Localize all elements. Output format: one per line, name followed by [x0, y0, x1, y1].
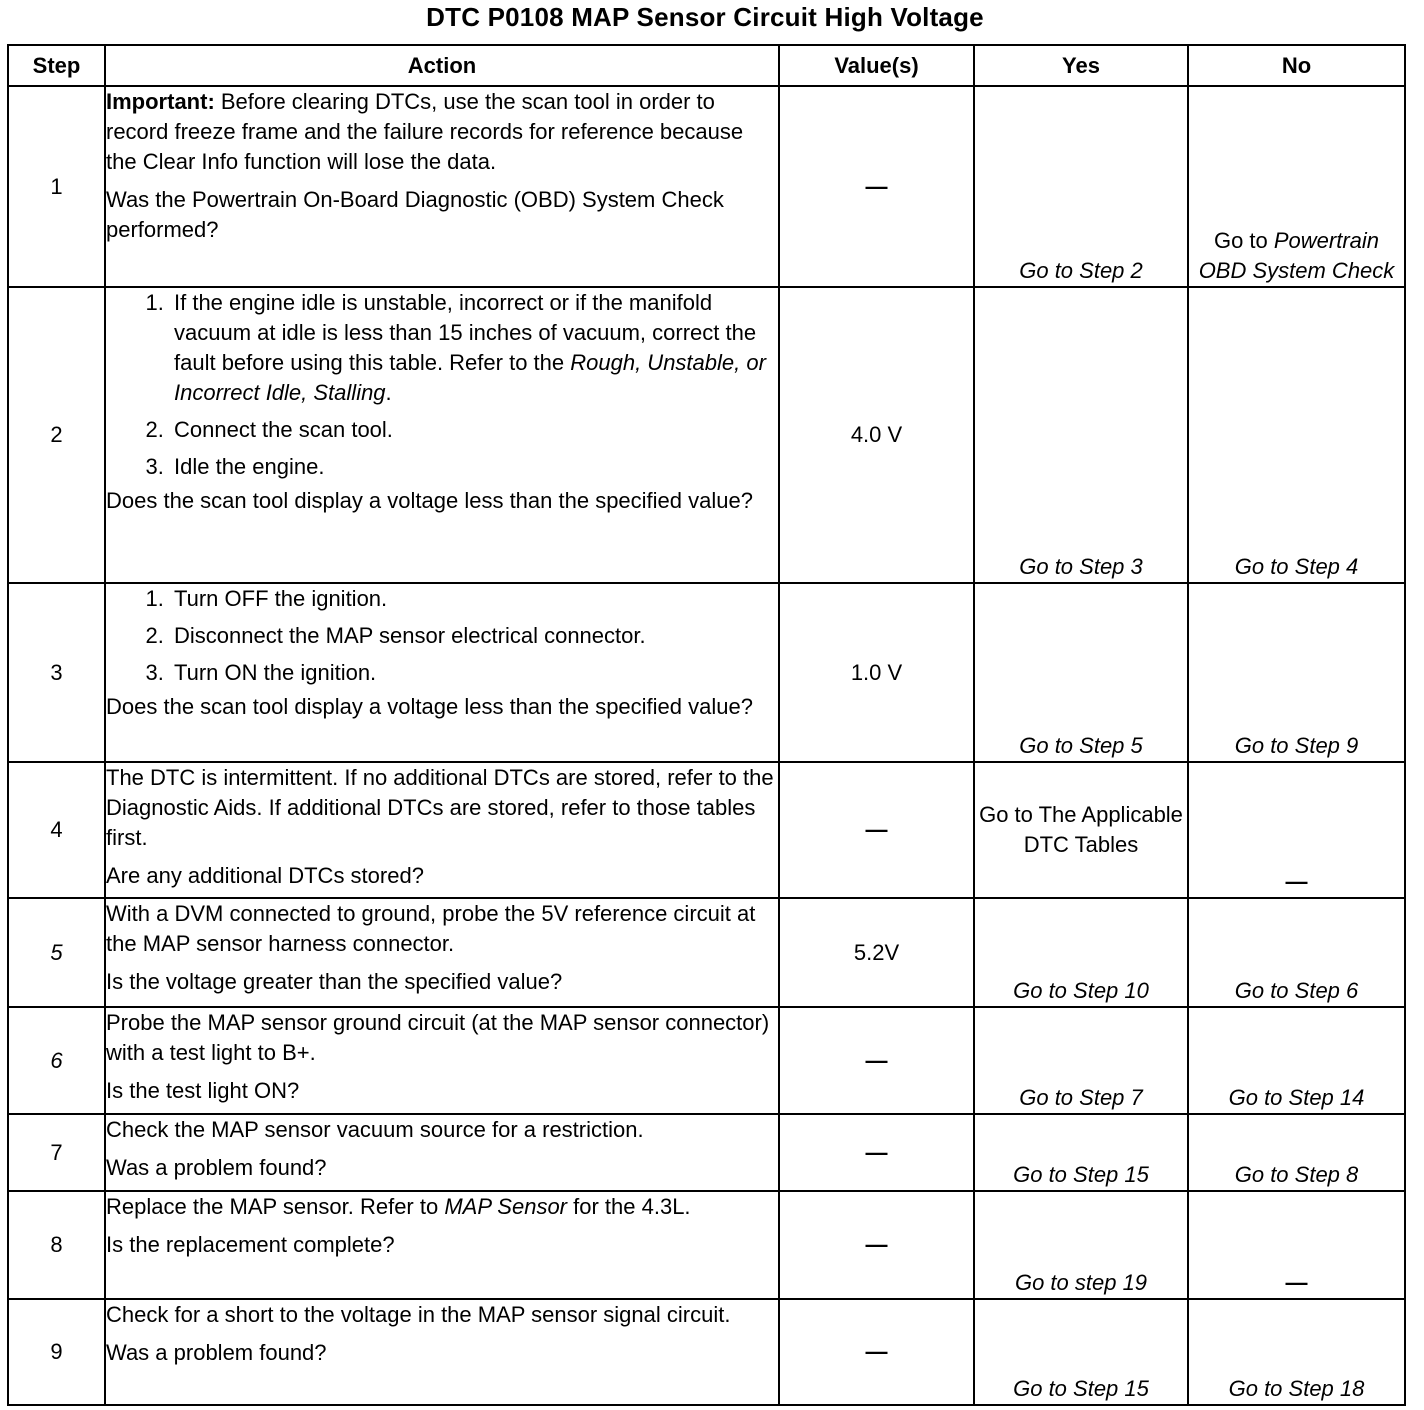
no-cell	[1188, 762, 1405, 898]
no-cell	[1188, 1191, 1405, 1299]
yes-goto-link[interactable]: Go to Step 15	[1013, 1376, 1149, 1401]
table-row	[8, 1299, 1405, 1405]
value-cell: 4.0 V	[779, 287, 974, 583]
action-question: Is the test light ON?	[106, 1078, 300, 1103]
no-cell	[1188, 287, 1405, 583]
value-dash: —	[865, 1339, 888, 1364]
value-cell	[779, 1191, 974, 1299]
no-cell	[1188, 898, 1405, 1007]
action-cell	[105, 898, 779, 1007]
value-dash: —	[865, 817, 888, 842]
diagnostic-table	[7, 44, 1406, 1406]
no-cell	[1188, 1299, 1405, 1405]
yes-cell	[974, 898, 1188, 1007]
action-question: Does the scan tool display a voltage less than the specified value?	[106, 488, 753, 513]
action-question: Was a problem found?	[106, 1155, 327, 1180]
action-question: Was the Powertrain On-Board Diagnostic (OBD) System Check performed?	[106, 187, 724, 242]
header-values: Value(s)	[779, 45, 974, 86]
no-goto-link[interactable]: Go to Step 6	[1234, 978, 1359, 1003]
important-text: Before clearing DTCs, use the scan tool in order to record freeze frame and the failure records for reference because the Clear Info function will lose the data.	[106, 89, 744, 174]
no-goto-link[interactable]: Go to Step 8	[1234, 1162, 1359, 1187]
action-text: The DTC is intermittent. If no additional DTCs are stored, refer to the Diagnostic Aids. If additional DTCs are stored, refer to those tables first.	[106, 765, 774, 850]
list-item: 2. Disconnect the MAP sensor electrical connector.	[170, 621, 778, 651]
yes-cell	[974, 287, 1188, 583]
no-cell	[1188, 86, 1405, 287]
yes-goto-link[interactable]: Go to step 19	[1014, 1270, 1148, 1295]
value-dash: —	[865, 1232, 888, 1257]
yes-cell	[974, 1007, 1188, 1114]
page-title: DTC P0108 MAP Sensor Circuit High Voltage	[426, 2, 984, 32]
action-cell	[105, 583, 779, 762]
action-question: Are any additional DTCs stored?	[106, 863, 424, 888]
action-cell	[105, 1114, 779, 1191]
value-cell	[779, 762, 974, 898]
action-text-suffix: for the 4.3L.	[567, 1194, 691, 1219]
step-number: 1	[8, 86, 105, 287]
yes-goto-link[interactable]: Go to The Applicable DTC Tables	[979, 802, 1183, 857]
step-number: 2	[8, 287, 105, 583]
no-cell	[1188, 1114, 1405, 1191]
table-row	[8, 762, 1405, 898]
yes-goto-link[interactable]: Go to Step 10	[1013, 978, 1149, 1003]
yes-cell	[974, 1299, 1188, 1405]
no-cell	[1188, 583, 1405, 762]
action-question: Is the replacement complete?	[106, 1232, 395, 1257]
step-number: 4	[8, 762, 105, 898]
no-cell	[1188, 1007, 1405, 1114]
step-number: 9	[8, 1299, 105, 1405]
yes-cell	[974, 86, 1188, 287]
value-dash: —	[865, 173, 888, 199]
action-cell	[105, 86, 779, 287]
action-reference[interactable]: MAP Sensor	[444, 1194, 568, 1219]
value-cell: 5.2V	[779, 898, 974, 1007]
value-dash: —	[865, 1047, 888, 1073]
yes-cell	[974, 1191, 1188, 1299]
no-dash: —	[1285, 1270, 1308, 1295]
no-goto-link[interactable]: Go to Step 9	[1234, 733, 1359, 758]
item-text: If the engine idle is unstable, incorrect or if the manifold vacuum at idle is less than 15 inches of vacuum, correct the fault before using this table. Refer to the	[174, 290, 757, 375]
yes-goto-link[interactable]: Go to Step 3	[1019, 554, 1143, 579]
action-text: Check for a short to the voltage in the MAP sensor signal circuit.	[106, 1302, 731, 1327]
action-question: Does the scan tool display a voltage less than the specified value?	[106, 694, 753, 719]
no-goto-link[interactable]: Powertrain OBD System Check	[1198, 228, 1395, 283]
yes-goto-link[interactable]: Go to Step 15	[1013, 1162, 1149, 1187]
yes-cell	[974, 1114, 1188, 1191]
step-number: 5	[8, 898, 105, 1007]
step-number: 8	[8, 1191, 105, 1299]
no-goto-link[interactable]: Go to Step 14	[1228, 1085, 1365, 1110]
value-cell	[779, 1007, 974, 1114]
action-cell	[105, 1299, 779, 1405]
action-cell	[105, 1007, 779, 1114]
list-item: 1. Turn OFF the ignition.	[170, 584, 778, 614]
list-item: 3. Idle the engine.	[170, 452, 778, 482]
step-number: 3	[8, 583, 105, 762]
step-number: 6	[8, 1007, 105, 1114]
table-row	[8, 583, 1405, 762]
step-number: 7	[8, 1114, 105, 1191]
no-goto-prefix: Go to	[1213, 228, 1274, 253]
no-goto-link[interactable]: Go to Step 4	[1234, 554, 1359, 579]
action-cell	[105, 1191, 779, 1299]
yes-goto-link[interactable]: Go to Step 2	[1019, 258, 1143, 283]
important-note	[106, 87, 778, 177]
action-question: Was a problem found?	[106, 1340, 327, 1365]
list-item: 2. Connect the scan tool.	[170, 415, 778, 445]
table-row	[8, 86, 1405, 287]
table-row	[8, 1007, 1405, 1114]
action-text-prefix: Replace the MAP sensor. Refer to	[106, 1194, 445, 1219]
yes-cell	[974, 762, 1188, 898]
table-row	[8, 898, 1405, 1007]
action-cell	[105, 762, 779, 898]
important-label: Important:	[106, 89, 215, 114]
list-item	[170, 288, 778, 408]
value-cell	[779, 1114, 974, 1191]
list-item: 3. Turn ON the ignition.	[170, 658, 778, 688]
no-goto-link[interactable]: Go to Step 18	[1228, 1376, 1365, 1401]
yes-goto-link[interactable]: Go to Step 5	[1019, 733, 1143, 758]
action-text	[106, 1192, 778, 1222]
action-text: Check the MAP sensor vacuum source for a restriction.	[106, 1117, 644, 1142]
action-steps-list	[106, 288, 778, 482]
value-dash: —	[865, 1139, 888, 1165]
value-cell	[779, 86, 974, 287]
action-question: Is the voltage greater than the specified value?	[106, 969, 563, 994]
header-step: Step	[8, 45, 105, 86]
header-yes: Yes	[974, 45, 1188, 86]
header-row	[8, 45, 1405, 86]
table-row	[8, 287, 1405, 583]
action-text: With a DVM connected to ground, probe the 5V reference circuit at the MAP sensor harness connector.	[106, 901, 756, 956]
action-cell	[105, 287, 779, 583]
value-cell: 1.0 V	[779, 583, 974, 762]
header-no: No	[1188, 45, 1405, 86]
table-row	[8, 1191, 1405, 1299]
action-steps-list	[106, 584, 778, 688]
table-row	[8, 1114, 1405, 1191]
yes-goto-link[interactable]: Go to Step 7	[1019, 1085, 1143, 1110]
yes-cell	[974, 583, 1188, 762]
value-cell	[779, 1299, 974, 1405]
header-action: Action	[105, 45, 779, 86]
item-end: .	[385, 380, 392, 405]
no-dash: —	[1285, 869, 1308, 894]
action-text: Probe the MAP sensor ground circuit (at the MAP sensor connector) with a test light to B+.	[106, 1010, 770, 1065]
item-reference[interactable]: Rough, Unstable, or Incorrect Idle, Stalling	[174, 350, 766, 405]
